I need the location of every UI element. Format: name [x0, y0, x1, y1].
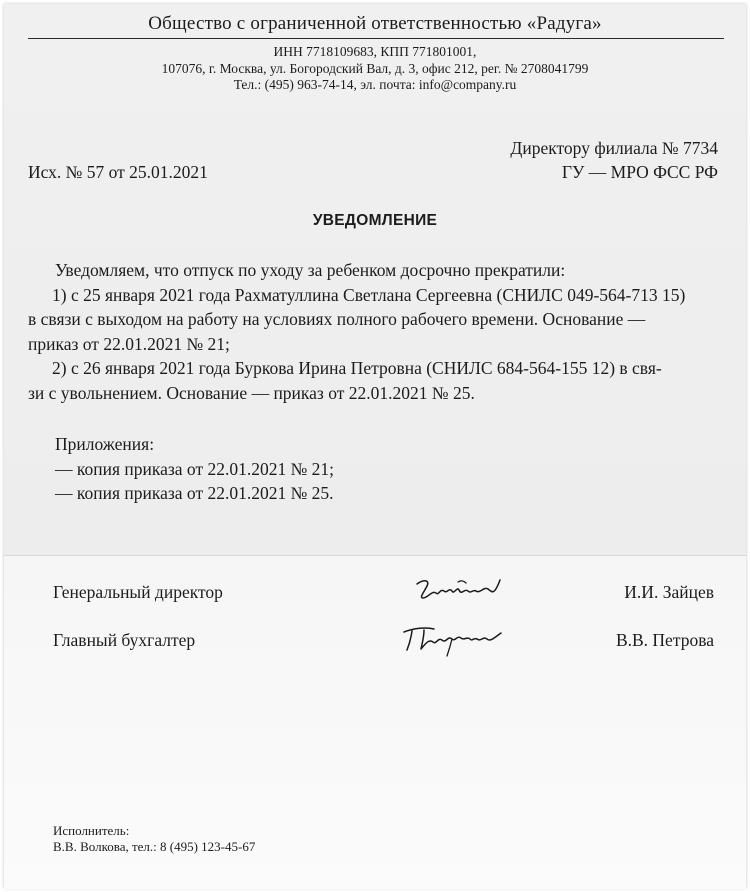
- body-item-1-line-1: 1) с 25 января 2021 года Рахматуллина Светлана Сергеевна (СНИЛС 049-564-713 15): [52, 284, 686, 305]
- signatory-name-director: И.И. Зайцев: [624, 582, 714, 602]
- requisites-line-1: ИНН 7718109683, КПП 771801001,: [273, 44, 477, 59]
- notice-body: [28, 258, 728, 405]
- outgoing-number: Исх. № 57 от 25.01.2021: [28, 162, 208, 182]
- body-item-1-line-3: приказ от 22.01.2021 № 21;: [28, 333, 230, 354]
- body-item-2-line-1: 2) с 26 января 2021 года Буркова Ирина Петровна (СНИЛС 684-564-155 12) в свя-: [52, 358, 662, 378]
- body-item-2-line-2: зи с увольнением. Основание — приказ от 22.01.2021 № 25.: [28, 382, 475, 403]
- signatory-name-accountant: В.В. Петрова: [615, 630, 714, 650]
- attachment-item: — копия приказа от 22.01.2021 № 21;: [55, 458, 335, 479]
- document-title: УВЕДОМЛЕНИЕ: [312, 212, 438, 229]
- signatory-role-director: Генеральный директор: [53, 582, 223, 602]
- addressee-line-2: ГУ — МРО ФСС РФ: [561, 162, 718, 182]
- director-signature-image: [414, 574, 504, 608]
- requisites-line-2: 107076, г. Москва, ул. Богородский Вал, д. 3, офис 212, рег. № 2708041799: [161, 61, 589, 76]
- addressee-line-1: Директору филиала № 7734: [510, 138, 718, 158]
- attachment-item: — копия приказа от 22.01.2021 № 25.: [55, 483, 334, 503]
- letterhead-divider: [28, 38, 724, 39]
- signatory-role-accountant: Главный бухгалтер: [53, 630, 196, 650]
- accountant-signature-image: [400, 623, 506, 659]
- attachments-heading: Приложения:: [55, 434, 155, 454]
- body-intro: Уведомляем, что отпуск по уходу за ребенком досрочно прекратили:: [55, 260, 566, 280]
- attachments-block: [28, 432, 728, 506]
- executor-contact: В.В. Волкова, тел.: 8 (495) 123-45-67: [53, 839, 256, 854]
- requisites-line-3: Тел.: (495) 963-74-14, эл. почта: info@company.ru: [233, 77, 517, 92]
- body-item-1-line-2: в связи с выходом на работу на условиях полного рабочего времени. Основание —: [28, 309, 646, 329]
- executor-label: Исполнитель:: [53, 823, 130, 838]
- company-name: Общество с ограниченной ответственностью «Радуга»: [148, 13, 602, 34]
